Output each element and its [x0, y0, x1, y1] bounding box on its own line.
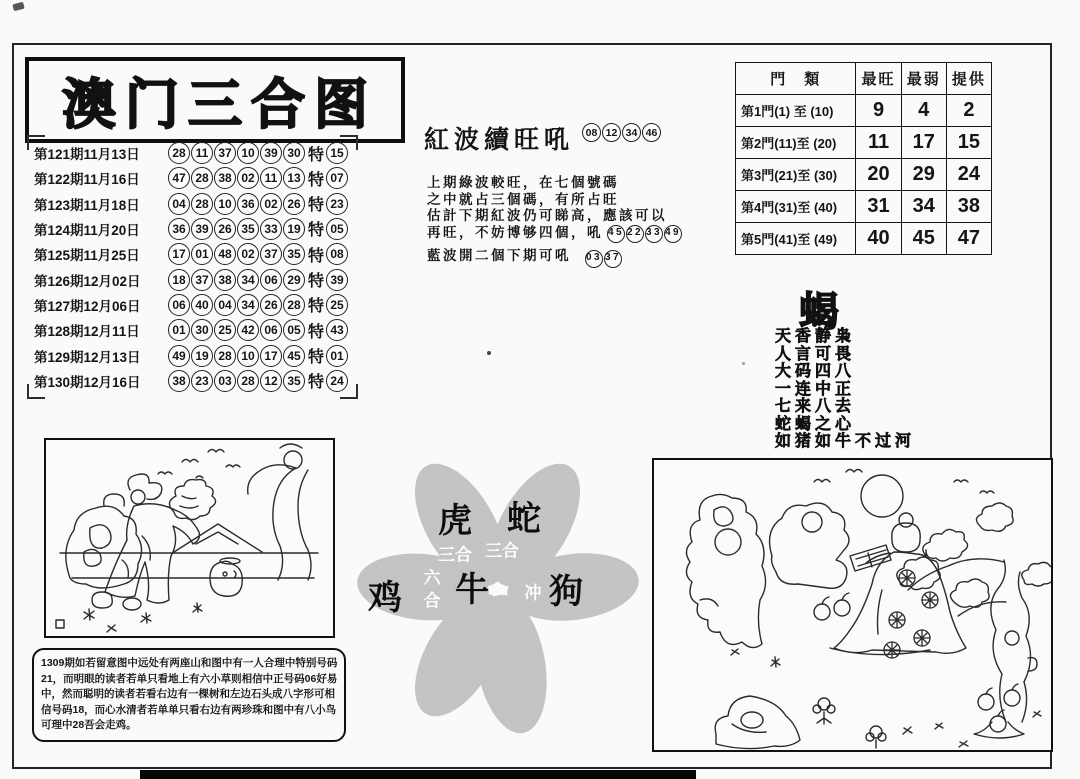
headline-ball: 46 — [642, 123, 661, 142]
number-ball: 19 — [191, 345, 213, 367]
animal-snake-label: 蛇 — [507, 500, 541, 538]
number-ball: 11 — [260, 167, 282, 189]
forecast-line: 上期綠波較旺，在七個號碼 — [427, 175, 619, 190]
number-ball: 28 — [191, 193, 213, 215]
special-ball: 25 — [326, 294, 348, 316]
poem-line: 如猪如牛不过河 — [775, 433, 916, 450]
zodiac-flower-svg — [352, 438, 652, 748]
special-ball: 08 — [326, 243, 348, 265]
number-ball: 26 — [283, 193, 305, 215]
poem-line: 人言可畏 — [775, 345, 856, 363]
leaf-clusters — [897, 503, 1051, 607]
number-ball: 35 — [237, 218, 259, 240]
forecast-ball: 49 — [664, 225, 682, 243]
hot-cell: 20 — [856, 159, 901, 191]
number-ball: 38 — [214, 167, 236, 189]
ink-speck — [487, 351, 491, 355]
forecast-line4-text: 再旺，不妨博够四個，吼 — [427, 225, 603, 241]
animal-rooster-label: 鸡 — [368, 579, 402, 617]
result-number-balls — [168, 370, 306, 392]
gate-row — [736, 159, 992, 191]
number-ball: 45 — [283, 345, 305, 367]
result-number-balls — [168, 294, 306, 316]
jar-icon — [210, 558, 242, 596]
grass-marks — [56, 603, 202, 632]
number-ball: 19 — [283, 218, 305, 240]
result-row — [34, 369, 351, 393]
weak-cell: 34 — [901, 191, 946, 223]
gate-table-body — [736, 95, 992, 255]
special-marker: 特 — [308, 222, 325, 240]
bracket-corner — [27, 384, 45, 399]
forecast-ball: 33 — [645, 225, 663, 243]
number-ball: 30 — [191, 319, 213, 341]
number-ball: 39 — [191, 218, 213, 240]
gate-row — [736, 223, 992, 255]
forecast-headline: 紅波續旺吼 — [424, 126, 575, 154]
gate-name-cell: 第2門(11)至 (20) — [736, 127, 856, 159]
give-cell: 38 — [946, 191, 991, 223]
poem-line: 蛇蝎之心 — [775, 415, 856, 433]
gate-name-cell: 第3門(21)至 (30) — [736, 159, 856, 191]
gate-name-cell: 第4門(31)至 (40) — [736, 191, 856, 223]
result-draw-label: 第124期11月20日 — [34, 222, 140, 238]
number-ball: 02 — [237, 243, 259, 265]
number-ball: 30 — [283, 142, 305, 164]
number-ball: 06 — [260, 269, 282, 291]
give-cell: 47 — [946, 223, 991, 255]
result-row — [34, 192, 351, 216]
zodiac-flower — [352, 438, 652, 748]
number-ball: 26 — [260, 294, 282, 316]
number-ball: 17 — [168, 243, 190, 265]
special-ball: 01 — [326, 345, 348, 367]
special-ball: 23 — [326, 193, 348, 215]
note-line: 信号码18，而心水清者若单单只看右边有两珍珠和图中有八小鸟 — [41, 703, 337, 716]
result-row — [34, 293, 351, 317]
corner-smudge — [12, 2, 24, 11]
result-draw-label: 第128期12月11日 — [34, 324, 140, 340]
result-number-balls — [168, 345, 306, 367]
number-ball: 13 — [283, 167, 305, 189]
result-draw-label: 第129期12月13日 — [34, 349, 141, 365]
number-ball: 11 — [191, 142, 213, 164]
gate-header-row — [736, 63, 992, 95]
forecast-lines — [427, 175, 727, 225]
gate-row — [736, 127, 992, 159]
gate-table — [735, 62, 992, 255]
forecast-line5-text: 藍波開二個下期可吼 — [427, 247, 571, 263]
number-ball: 10 — [214, 193, 236, 215]
small-flowers — [813, 698, 886, 748]
result-number-balls — [168, 167, 306, 189]
number-ball: 34 — [237, 294, 259, 316]
number-ball: 26 — [214, 218, 236, 240]
forecast-line5-balls — [585, 250, 623, 268]
ink-speck — [742, 362, 745, 365]
result-number-balls — [168, 142, 306, 164]
number-ball: 18 — [168, 269, 190, 291]
note-line: 可理中28吾会走鸡。 — [41, 719, 137, 732]
result-draw-label: 第127期12月06日 — [34, 298, 141, 314]
number-ball: 37 — [260, 243, 282, 265]
special-marker: 特 — [308, 171, 325, 189]
hot-cell: 11 — [856, 127, 901, 159]
result-number-balls — [168, 243, 306, 265]
special-marker: 特 — [308, 273, 325, 291]
page-title: 澳门三合图 — [62, 74, 377, 135]
special-marker: 特 — [308, 374, 325, 392]
number-ball: 28 — [214, 345, 236, 367]
result-number-balls — [168, 269, 306, 291]
forecast-line: 估計下期紅波仍可睇高，應該可以 — [427, 208, 667, 223]
headline-ball: 12 — [602, 123, 621, 142]
title-box — [25, 57, 405, 143]
special-ball: 39 — [326, 269, 348, 291]
note-line: 21，而明眼的读者若单只看地上有六小草则相信中正号码06好易 — [41, 672, 338, 685]
number-ball: 28 — [237, 370, 259, 392]
forecast-headline-row — [424, 120, 662, 156]
special-marker: 特 — [308, 323, 325, 341]
headline-ball: 08 — [582, 123, 601, 142]
give-cell: 24 — [946, 159, 991, 191]
fruit-trio-right — [978, 684, 1020, 732]
forecast-ball: 22 — [626, 225, 644, 243]
relation-sanhe-right-label: 三合 — [485, 541, 519, 561]
standing-figure — [105, 474, 199, 603]
results-panel — [34, 140, 351, 394]
number-ball: 06 — [168, 294, 190, 316]
birds-icon — [814, 470, 994, 494]
result-draw-label: 第121期11月13日 — [34, 147, 140, 162]
forecast-line4-balls — [607, 225, 683, 243]
moon-icon — [861, 475, 903, 517]
special-ball: 43 — [326, 319, 348, 341]
gate-row — [736, 95, 992, 127]
forecast-paragraph — [427, 175, 727, 268]
number-ball: 10 — [237, 345, 259, 367]
hot-cell: 9 — [856, 95, 901, 127]
number-ball: 02 — [260, 193, 282, 215]
number-ball: 49 — [168, 345, 190, 367]
special-ball: 07 — [326, 167, 348, 189]
zodiac-poem — [775, 328, 915, 451]
gate-row — [736, 191, 992, 223]
relation-chong-label: 冲 — [524, 583, 542, 603]
result-row — [34, 344, 351, 368]
note-box — [32, 648, 346, 742]
result-draw-label: 第123期11月18日 — [34, 197, 140, 213]
result-row — [34, 268, 351, 292]
number-ball: 36 — [168, 218, 190, 240]
result-number-balls — [168, 218, 306, 240]
number-ball: 33 — [260, 218, 282, 240]
number-ball: 37 — [191, 269, 213, 291]
special-marker: 特 — [308, 197, 325, 215]
number-ball: 38 — [168, 370, 190, 392]
result-number-balls — [168, 319, 306, 341]
number-ball: 34 — [237, 269, 259, 291]
weak-cell: 45 — [901, 223, 946, 255]
poem-line: 大码四八 — [775, 363, 856, 380]
number-ball: 29 — [283, 269, 305, 291]
gate-header-cell: 最弱 — [901, 63, 946, 95]
birds-icon — [158, 450, 240, 479]
round-bush — [169, 480, 215, 520]
hot-cell: 31 — [856, 191, 901, 223]
number-ball: 36 — [237, 193, 259, 215]
note-line: 中，然而聪明的读者若看右边有一棵树和左边石头成八字形可相 — [41, 688, 335, 701]
landscape-left-svg — [46, 440, 333, 636]
bottom-rock — [715, 696, 800, 749]
poem-line: 天香静枭 — [775, 328, 856, 345]
relation-liuhe-bottom-label: 合 — [423, 591, 441, 611]
gate-statistics — [735, 62, 992, 255]
result-row — [34, 217, 351, 241]
special-marker: 特 — [308, 247, 325, 265]
number-ball: 02 — [237, 167, 259, 189]
number-ball: 35 — [283, 370, 305, 392]
small-rocks — [92, 592, 141, 610]
forecast-line5 — [427, 245, 727, 268]
reading-figure — [830, 513, 966, 655]
relation-sanhe-left-label: 三合 — [438, 545, 472, 565]
number-ball: 40 — [191, 294, 213, 316]
gate-header-cell: 門 類 — [736, 63, 856, 95]
number-ball: 48 — [214, 243, 236, 265]
special-marker: 特 — [308, 349, 325, 367]
poem-line: 一连中正 — [775, 380, 856, 398]
weak-cell: 4 — [901, 95, 946, 127]
number-ball: 28 — [283, 294, 305, 316]
bracket-corner — [340, 384, 358, 399]
headline-balls — [582, 123, 662, 142]
robe-pattern — [884, 570, 938, 658]
left-rock — [66, 494, 142, 588]
result-draw-label: 第130期12月16日 — [34, 374, 141, 390]
number-ball: 04 — [214, 294, 236, 316]
gate-name-cell: 第5門(41)至 (49) — [736, 223, 856, 255]
relation-liuhe-top-label: 六 — [423, 568, 441, 588]
forecast-ball: 03 — [585, 250, 603, 268]
number-ball: 25 — [214, 319, 236, 341]
landscape-drawing-left — [44, 438, 335, 638]
mountain-icon — [174, 524, 262, 552]
number-ball: 35 — [283, 243, 305, 265]
give-cell: 2 — [946, 95, 991, 127]
special-marker: 特 — [308, 298, 325, 316]
number-ball: 38 — [214, 269, 236, 291]
number-ball: 17 — [260, 345, 282, 367]
number-ball: 42 — [237, 319, 259, 341]
animal-ox-label: 牛 — [455, 571, 489, 609]
number-ball: 05 — [283, 319, 305, 341]
special-ball: 24 — [326, 370, 348, 392]
result-draw-label: 第122期11月16日 — [34, 172, 140, 188]
tree-right — [908, 559, 1037, 738]
tall-rock-left — [686, 494, 765, 647]
result-row — [34, 318, 351, 342]
weak-cell: 17 — [901, 127, 946, 159]
fruit-pair-left — [814, 593, 850, 620]
number-ball: 28 — [168, 142, 190, 164]
bracket-corner — [27, 135, 45, 150]
special-ball: 05 — [326, 218, 348, 240]
forecast-ball: 37 — [604, 250, 622, 268]
special-ball: 15 — [326, 142, 348, 164]
special-marker: 特 — [308, 146, 325, 164]
gate-header-cell: 提供 — [946, 63, 991, 95]
grass-marks — [731, 649, 1041, 747]
result-draw-label: 第126期12月02日 — [34, 273, 141, 289]
poem-line: 七来八去 — [775, 398, 856, 415]
number-ball: 01 — [168, 319, 190, 341]
give-cell: 15 — [946, 127, 991, 159]
number-ball: 28 — [191, 167, 213, 189]
number-ball: 10 — [237, 142, 259, 164]
hot-cell: 40 — [856, 223, 901, 255]
arch-rock — [770, 503, 849, 588]
gate-header-cell: 最旺 — [856, 63, 901, 95]
tree-branch — [248, 444, 311, 580]
bottom-ink-bar — [140, 770, 696, 779]
result-row — [34, 242, 351, 266]
result-number-balls — [168, 193, 306, 215]
number-ball: 04 — [168, 193, 190, 215]
animal-dog-label: 狗 — [549, 573, 583, 611]
number-ball: 03 — [214, 370, 236, 392]
landscape-drawing-right — [652, 458, 1053, 752]
forecast-ball: 45 — [607, 225, 625, 243]
number-ball: 23 — [191, 370, 213, 392]
weak-cell: 29 — [901, 159, 946, 191]
forecast-line: 之中就占三個碼，有所占旺 — [427, 191, 619, 207]
gate-name-cell: 第1門(1) 至 (10) — [736, 95, 856, 127]
animal-tiger-label: 虎 — [438, 502, 472, 540]
zodiac-title: 蝎 — [799, 290, 839, 334]
number-ball: 06 — [260, 319, 282, 341]
result-row — [34, 141, 351, 165]
number-ball: 01 — [191, 243, 213, 265]
result-row — [34, 166, 351, 190]
number-ball: 12 — [260, 370, 282, 392]
landscape-right-svg — [654, 460, 1051, 750]
number-ball: 47 — [168, 167, 190, 189]
note-line: 1309期如若留意图中远处有两座山和图中有一人合理中特别号码 — [41, 657, 338, 669]
number-ball: 37 — [214, 142, 236, 164]
result-draw-label: 第125期11月25日 — [34, 248, 140, 264]
bracket-corner — [340, 135, 358, 150]
number-ball: 39 — [260, 142, 282, 164]
forecast-line4 — [427, 225, 727, 243]
headline-ball: 34 — [622, 123, 641, 142]
